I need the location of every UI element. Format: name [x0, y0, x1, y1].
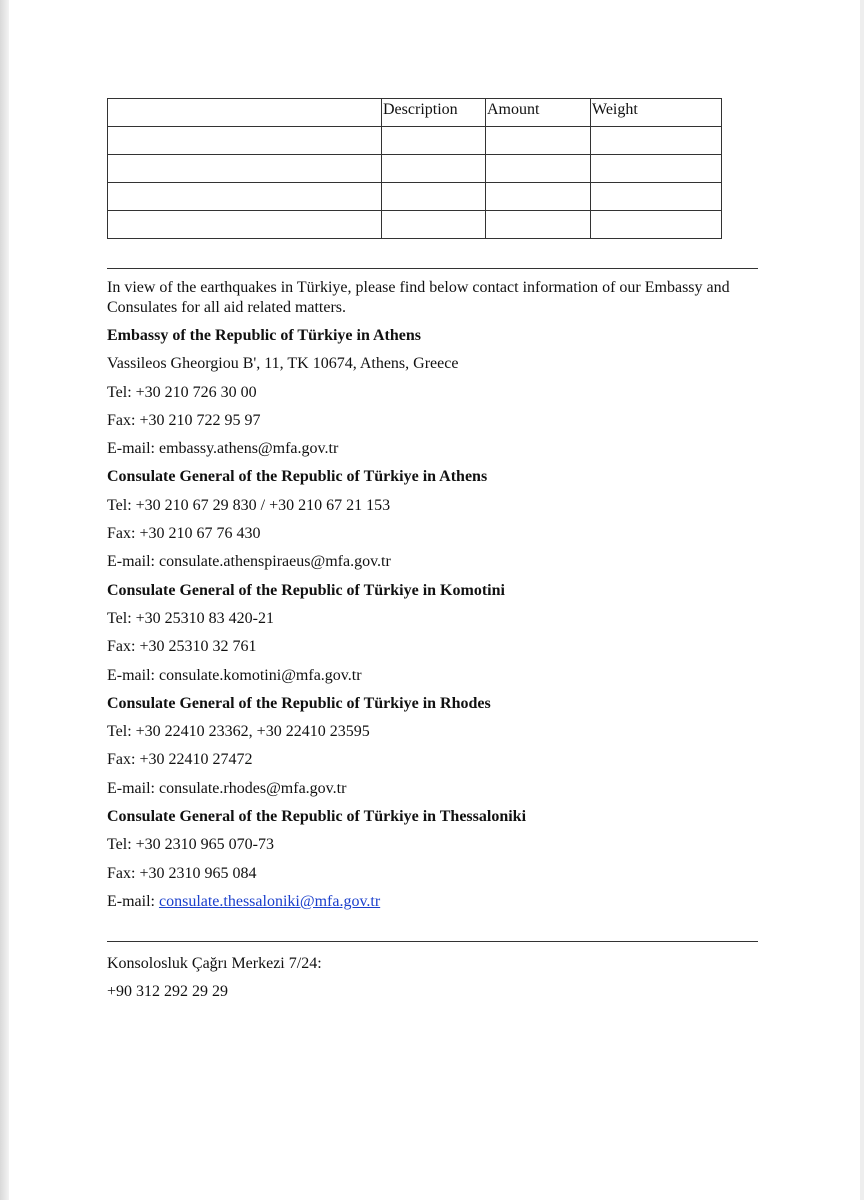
- table-cell: [382, 183, 486, 211]
- embassy-tel: Tel: +30 210 726 30 00: [107, 383, 257, 401]
- rhodes-email: E-mail: consulate.rhodes@mfa.gov.tr: [107, 779, 347, 797]
- table-cell: [486, 127, 591, 155]
- komotini-fax: Fax: +30 25310 32 761: [107, 638, 257, 656]
- komotini-tel: Tel: +30 25310 83 420-21: [107, 609, 274, 627]
- table-row: [108, 211, 722, 239]
- divider-bottom: [107, 941, 758, 942]
- table-cell: [108, 211, 382, 239]
- komotini-email: E-mail: consulate.komotini@mfa.gov.tr: [107, 666, 362, 684]
- table-cell: [486, 211, 591, 239]
- table-cell: [108, 127, 382, 155]
- header-cell-description: Description: [382, 99, 486, 127]
- header-cell-amount: Amount: [486, 99, 591, 127]
- rhodes-fax: Fax: +30 22410 27472: [107, 751, 253, 769]
- table-row: [108, 183, 722, 211]
- embassy-email: E-mail: embassy.athens@mfa.gov.tr: [107, 440, 339, 458]
- thessaloniki-tel: Tel: +30 2310 965 070-73: [107, 836, 274, 854]
- header-cell-weight: Weight: [591, 99, 722, 127]
- call-center-label: Konsolosluk Çağrı Merkezi 7/24:: [107, 955, 322, 972]
- table-cell: [591, 127, 722, 155]
- table-row: [108, 155, 722, 183]
- call-center-phone: +90 312 292 29 29: [107, 983, 229, 1001]
- table-cell: [591, 155, 722, 183]
- page-shadow-right: [860, 0, 864, 1200]
- table-cell: [108, 183, 382, 211]
- table-cell: [382, 155, 486, 183]
- office-heading-consulate-komotini: Consulate General of the Republic of Türkiye in Komotini: [107, 581, 505, 599]
- rhodes-tel: Tel: +30 22410 23362, +30 22410 23595: [107, 723, 370, 741]
- office-heading-consulate-thessaloniki: Consulate General of the Republic of Türkiye in Thessaloniki: [107, 808, 527, 826]
- intro-paragraph: In view of the earthquakes in Türkiye, please find below contact information of our Embassy and Consulates for all aid related matters.: [107, 279, 730, 316]
- table-cell: [486, 155, 591, 183]
- athens-email: E-mail: consulate.athenspiraeus@mfa.gov.tr: [107, 553, 391, 571]
- table-cell: [486, 183, 591, 211]
- table-cell: [382, 127, 486, 155]
- athens-tel: Tel: +30 210 67 29 830 / +30 210 67 21 153: [107, 496, 391, 514]
- table-cell: [591, 211, 722, 239]
- embassy-address: Vassileos Gheorgiou B', 11, TK 10674, Athens, Greece: [107, 355, 459, 373]
- office-heading-embassy-athens: Embassy of the Republic of Türkiye in Athens: [107, 327, 421, 344]
- thessaloniki-email-link[interactable]: consulate.thessaloniki@mfa.gov.tr: [158, 892, 381, 910]
- office-heading-consulate-rhodes: Consulate General of the Republic of Türkiye in Rhodes: [107, 694, 491, 712]
- athens-fax: Fax: +30 210 67 76 430: [107, 525, 261, 543]
- office-heading-consulate-athens: Consulate General of the Republic of Türkiye in Athens: [107, 468, 488, 486]
- contact-section: [107, 278, 763, 916]
- table-row: [108, 127, 722, 155]
- table-cell: [591, 183, 722, 211]
- divider-top: [107, 268, 758, 269]
- table-cell: [382, 211, 486, 239]
- embassy-fax: Fax: +30 210 722 95 97: [107, 411, 261, 429]
- thessaloniki-email-prefix: E-mail:: [107, 892, 159, 910]
- header-cell-blank: [108, 99, 382, 127]
- thessaloniki-email-line: [107, 888, 763, 916]
- page-shadow-left: [0, 0, 9, 1200]
- call-center-section: [107, 950, 763, 1007]
- thessaloniki-fax: Fax: +30 2310 965 084: [107, 864, 257, 882]
- table-header-row: [108, 99, 722, 127]
- table-cell: [108, 155, 382, 183]
- aid-items-table: [107, 98, 722, 239]
